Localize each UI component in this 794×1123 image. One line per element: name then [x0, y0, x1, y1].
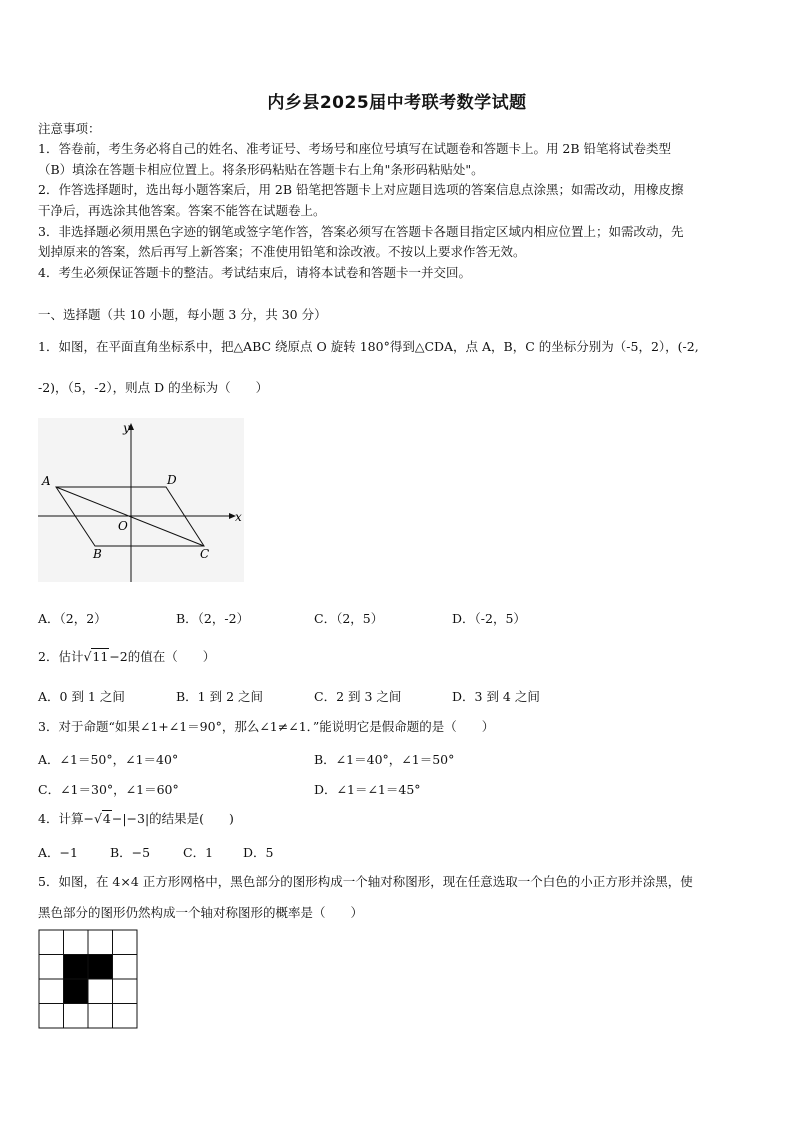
q2-minus: −2	[109, 649, 128, 664]
notice-line: 划掉原来的答案，然后再写上新答案；不准使用铅笔和涂改液。不按以上要求作答无效。	[38, 244, 526, 259]
grid-cell-white	[39, 955, 64, 980]
grid-cell-white	[88, 979, 113, 1004]
q2-radicand: 11	[92, 649, 109, 664]
grid-cell-white	[113, 1004, 138, 1029]
q3-option-d: D．∠1＝∠1＝45°	[314, 782, 421, 797]
q1-option-c: C．（2，5）	[314, 611, 384, 626]
grid-cell-white	[39, 930, 64, 955]
grid-cell-white	[64, 1004, 89, 1029]
notice-line: 1．答卷前，考生务必将自己的姓名、准考证号、考场号和座位号填写在试题卷和答题卡上。用 2B 铅笔将试卷类型	[38, 141, 672, 156]
question-2-stem	[38, 649, 215, 665]
q2-option-b: B．1 到 2 之间	[176, 689, 264, 704]
q3-option-a: A．∠1＝50°，∠1＝40°	[38, 752, 179, 767]
q1-option-d: D．（-2，5）	[452, 611, 526, 626]
q2-prefix: 2．估计	[38, 649, 84, 664]
question-4-stem	[38, 811, 234, 827]
q4-option-a: A．−1	[38, 845, 78, 860]
q4-prefix: 4．计算−	[38, 811, 94, 826]
q1-option-a: A．（2，2）	[38, 611, 107, 626]
grid-cell-black	[88, 955, 113, 980]
q4-option-c: C．1	[183, 845, 214, 860]
q1-option-b: B．（2，-2）	[176, 611, 250, 626]
grid-cell-white	[64, 930, 89, 955]
notice-line: 3．非选择题必须用黑色字迹的钢笔或签字笔作答，答案必须写在答题卡各题目指定区域内相应位置上；如需改动，先	[38, 224, 684, 239]
question-1-stem-cont: -2)，（5，-2），则点 D 的坐标为（ ）	[38, 380, 269, 395]
notice-line: 4．考生必须保证答题卡的整洁。考试结束后，请将本试卷和答题卡一并交回。	[38, 265, 471, 280]
page-title: 内乡县2025届中考联考数学试题	[267, 93, 527, 113]
q2-suffix: 的值在（ ）	[127, 649, 216, 664]
label-B: B	[93, 547, 102, 561]
grid-cell-white	[113, 930, 138, 955]
label-O: O	[118, 519, 128, 533]
grid-cell-white	[88, 1004, 113, 1029]
q1-coordinate-figure	[38, 418, 246, 586]
grid-cell-white	[113, 979, 138, 1004]
question-5-stem-cont: 黑色部分的图形仍然构成一个轴对称图形的概率是（ ）	[38, 905, 364, 920]
grid-cells	[39, 930, 137, 1028]
q2-option-a: A．0 到 1 之间	[38, 689, 125, 704]
notice-line: 2．作答选择题时，选出每小题答案后，用 2B 铅笔把答题卡上对应题目选项的答案信息点涂黑；如需改动，用橡皮擦	[38, 182, 684, 197]
notice-line: （B）填涂在答题卡相应位置上。将条形码粘贴在答题卡右上角"条形码粘贴处"。	[38, 162, 484, 177]
q2-option-c: C．2 到 3 之间	[314, 689, 402, 704]
notice-heading: 注意事项：	[38, 121, 101, 136]
grid-cell-white	[39, 1004, 64, 1029]
sqrt-sign-icon: √	[83, 649, 92, 664]
q4-option-b: B．−5	[110, 845, 151, 860]
q3-option-b: B．∠1＝40°，∠1＝50°	[314, 752, 455, 767]
question-3-stem: 3．对于命题“如果∠1+∠1＝90°，那么∠1≠∠1．”能说明它是假命题的是（ ）	[38, 719, 495, 734]
grid-cell-black	[64, 979, 89, 1004]
label-D: D	[167, 473, 177, 487]
label-A: A	[42, 474, 51, 488]
q3-option-c: C．∠1＝30°，∠1＝60°	[38, 782, 179, 797]
label-y: y	[123, 421, 130, 435]
section-heading: 一、选择题（共 10 小题，每小题 3 分，共 30 分）	[38, 307, 327, 322]
notice-line: 干净后，再选涂其他答案。答案不能答在试题卷上。	[38, 203, 326, 218]
grid-cell-white	[113, 955, 138, 980]
question-1-stem: 1．如图，在平面直角坐标系中，把△ABC 绕原点 O 旋转 180°得到△CDA，点 A，B，C 的坐标分别为（-5，2），(-2,	[38, 339, 699, 354]
q5-grid-figure	[38, 929, 140, 1031]
figure-background	[38, 418, 244, 582]
grid-cell-white	[88, 930, 113, 955]
label-x: x	[235, 510, 242, 524]
sqrt-sign-icon: √	[93, 811, 102, 826]
q4-option-d: D．5	[243, 845, 274, 860]
label-C: C	[200, 547, 210, 561]
grid-cell-black	[64, 955, 89, 980]
q4-radicand: 4	[102, 811, 111, 826]
q4-sqrt	[94, 811, 112, 827]
grid-cell-white	[39, 979, 64, 1004]
q4-suffix: −|−3|的结果是( )	[111, 811, 234, 826]
question-5-stem: 5．如图，在 4×4 正方形网格中，黑色部分的图形构成一个轴对称图形，现在任意选取一个白色的小正方形并涂黑，使	[38, 874, 693, 889]
q2-option-d: D．3 到 4 之间	[452, 689, 540, 704]
q2-sqrt	[83, 649, 109, 665]
